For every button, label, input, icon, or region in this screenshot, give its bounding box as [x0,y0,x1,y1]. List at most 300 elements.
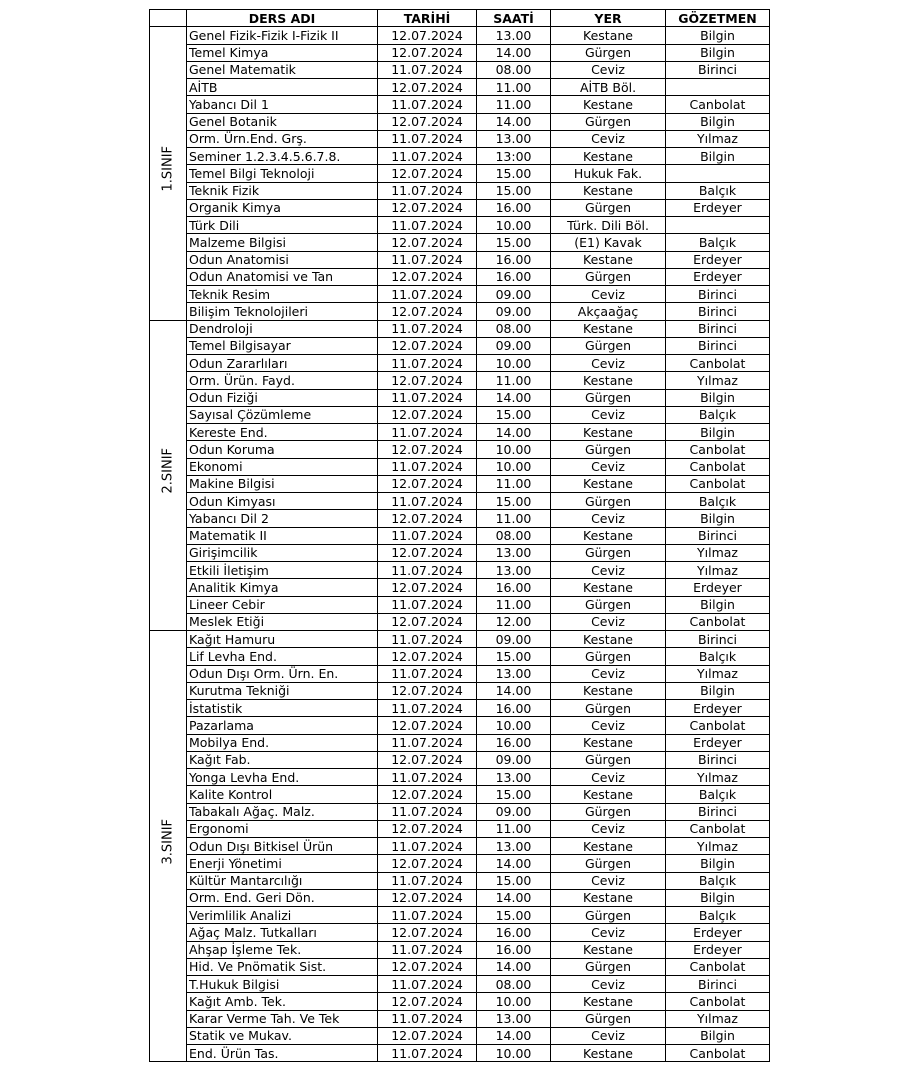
supervisor-cell: Birinci [666,631,770,648]
course-name-cell: Ergonomi [187,820,378,837]
time-cell: 09.00 [477,751,551,768]
place-cell: Kestane [551,320,666,337]
date-cell: 11.07.2024 [378,596,477,613]
date-cell: 12.07.2024 [378,475,477,492]
course-name-cell: Analitik Kimya [187,579,378,596]
supervisor-cell: Birinci [666,803,770,820]
table-row [150,631,770,648]
table-row [150,1045,770,1062]
table-row [150,579,770,596]
time-cell: 15.00 [477,406,551,423]
place-cell: Kestane [551,993,666,1010]
supervisor-cell: Bilgin [666,113,770,130]
place-cell: Kestane [551,372,666,389]
table-row [150,27,770,44]
table-row [150,700,770,717]
date-cell: 11.07.2024 [378,320,477,337]
course-name-cell: Genel Matematik [187,61,378,78]
table-row [150,1027,770,1044]
course-name-cell: Kültür Mantarcılığı [187,872,378,889]
course-name-cell: T.Hukuk Bilgisi [187,976,378,993]
table-row [150,130,770,147]
time-cell: 11.00 [477,79,551,96]
class-group-cell [150,27,187,320]
date-cell: 12.07.2024 [378,372,477,389]
place-cell: Gürgen [551,648,666,665]
table-row [150,389,770,406]
time-cell: 10.00 [477,441,551,458]
course-name-cell: Hid. Ve Pnömatik Sist. [187,958,378,975]
supervisor-cell: Yılmaz [666,769,770,786]
date-cell: 11.07.2024 [378,976,477,993]
supervisor-cell: Yılmaz [666,562,770,579]
table-row [150,355,770,372]
place-cell: Kestane [551,251,666,268]
course-name-cell: Odun Anatomisi [187,251,378,268]
course-name-cell: Yabancı Dil 1 [187,96,378,113]
table-row [150,458,770,475]
table-row [150,544,770,561]
table-row [150,61,770,78]
time-cell: 10.00 [477,717,551,734]
schedule-body [150,27,770,1062]
course-name-cell: Sayısal Çözümleme [187,406,378,423]
course-name-cell: Lineer Cebir [187,596,378,613]
time-cell: 16.00 [477,579,551,596]
date-cell: 11.07.2024 [378,907,477,924]
table-row [150,217,770,234]
place-cell: Kestane [551,941,666,958]
time-cell: 10.00 [477,217,551,234]
place-cell: Gürgen [551,907,666,924]
supervisor-cell: Canbolat [666,355,770,372]
date-cell: 12.07.2024 [378,199,477,216]
date-cell: 12.07.2024 [378,79,477,96]
table-row [150,993,770,1010]
time-cell: 11.00 [477,596,551,613]
supervisor-cell: Canbolat [666,475,770,492]
place-cell: Kestane [551,631,666,648]
place-cell: Kestane [551,27,666,44]
date-cell: 12.07.2024 [378,27,477,44]
time-cell: 09.00 [477,337,551,354]
supervisor-cell: Bilgin [666,682,770,699]
time-cell: 15.00 [477,165,551,182]
time-cell: 11.00 [477,820,551,837]
date-cell: 12.07.2024 [378,820,477,837]
date-cell: 12.07.2024 [378,165,477,182]
supervisor-cell: Canbolat [666,820,770,837]
time-cell: 11.00 [477,96,551,113]
course-name-cell: Ağaç Malz. Tutkalları [187,924,378,941]
supervisor-cell: Canbolat [666,96,770,113]
date-cell: 12.07.2024 [378,268,477,285]
course-name-cell: Odun Anatomisi ve Tan [187,268,378,285]
date-cell: 12.07.2024 [378,786,477,803]
table-row [150,337,770,354]
table-row [150,665,770,682]
date-cell: 11.07.2024 [378,1045,477,1062]
time-cell: 11.00 [477,510,551,527]
course-name-cell: Seminer 1.2.3.4.5.6.7.8. [187,148,378,165]
date-cell: 11.07.2024 [378,1010,477,1027]
table-row [150,907,770,924]
table-row [150,820,770,837]
place-cell: Gürgen [551,855,666,872]
course-name-cell: Kağıt Amb. Tek. [187,993,378,1010]
date-cell: 11.07.2024 [378,631,477,648]
date-cell: 12.07.2024 [378,406,477,423]
table-row [150,855,770,872]
supervisor-cell: Canbolat [666,958,770,975]
course-name-cell: Genel Fizik-Fizik I-Fizik II [187,27,378,44]
course-name-cell: Orm. End. Geri Dön. [187,889,378,906]
course-name-cell: Tabakalı Ağaç. Malz. [187,803,378,820]
table-row [150,924,770,941]
time-cell: 10.00 [477,355,551,372]
course-name-cell: Temel Bilgi Teknoloji [187,165,378,182]
time-cell: 13.00 [477,544,551,561]
table-row [150,751,770,768]
date-cell: 11.07.2024 [378,838,477,855]
time-cell: 13.00 [477,27,551,44]
place-cell: Ceviz [551,510,666,527]
date-cell: 12.07.2024 [378,889,477,906]
time-cell: 14.00 [477,889,551,906]
header-place: YER [551,10,666,27]
course-name-cell: İstatistik [187,700,378,717]
supervisor-cell: Canbolat [666,613,770,630]
course-name-cell: Odun Koruma [187,441,378,458]
date-cell: 12.07.2024 [378,648,477,665]
place-cell: Gürgen [551,441,666,458]
supervisor-cell: Birinci [666,286,770,303]
place-cell: Ceviz [551,769,666,786]
course-name-cell: Ahşap İşleme Tek. [187,941,378,958]
time-cell: 09.00 [477,286,551,303]
place-cell: Kestane [551,786,666,803]
date-cell: 12.07.2024 [378,337,477,354]
course-name-cell: Odun Kimyası [187,493,378,510]
date-cell: 12.07.2024 [378,1027,477,1044]
course-name-cell: Meslek Etiği [187,613,378,630]
table-row [150,941,770,958]
date-cell: 12.07.2024 [378,234,477,251]
date-cell: 11.07.2024 [378,527,477,544]
date-cell: 11.07.2024 [378,493,477,510]
supervisor-cell: Birinci [666,976,770,993]
supervisor-cell: Erdeyer [666,579,770,596]
time-cell: 15.00 [477,648,551,665]
date-cell: 12.07.2024 [378,993,477,1010]
time-cell: 14.00 [477,855,551,872]
date-cell: 12.07.2024 [378,717,477,734]
place-cell: Ceviz [551,820,666,837]
supervisor-cell: Balçık [666,786,770,803]
course-name-cell: Lif Levha End. [187,648,378,665]
time-cell: 10.00 [477,458,551,475]
place-cell: Ceviz [551,61,666,78]
table-row [150,475,770,492]
date-cell: 11.07.2024 [378,769,477,786]
course-name-cell: Odun Dışı Bitkisel Ürün [187,838,378,855]
date-cell: 11.07.2024 [378,734,477,751]
table-row [150,958,770,975]
table-row [150,79,770,96]
place-cell: Gürgen [551,1010,666,1027]
course-name-cell: Malzeme Bilgisi [187,234,378,251]
date-cell: 11.07.2024 [378,562,477,579]
place-cell: Ceviz [551,924,666,941]
supervisor-cell: Erdeyer [666,700,770,717]
place-cell: Kestane [551,889,666,906]
supervisor-cell: Bilgin [666,510,770,527]
time-cell: 10.00 [477,1045,551,1062]
table-row [150,976,770,993]
supervisor-cell: Bilgin [666,27,770,44]
course-name-cell: Kurutma Tekniği [187,682,378,699]
place-cell: Ceviz [551,286,666,303]
class-group-cell [150,320,187,631]
table-row [150,268,770,285]
time-cell: 14.00 [477,682,551,699]
course-name-cell: Teknik Resim [187,286,378,303]
table-row [150,286,770,303]
place-cell: Gürgen [551,958,666,975]
time-cell: 13.00 [477,562,551,579]
place-cell: Kestane [551,838,666,855]
supervisor-cell: Balçık [666,406,770,423]
place-cell: Kestane [551,1045,666,1062]
place-cell: Türk. Dili Böl. [551,217,666,234]
date-cell: 11.07.2024 [378,665,477,682]
supervisor-cell: Birinci [666,303,770,320]
table-row [150,182,770,199]
supervisor-cell: Bilgin [666,596,770,613]
time-cell: 14.00 [477,1027,551,1044]
table-row [150,803,770,820]
place-cell: (E1) Kavak [551,234,666,251]
supervisor-cell: Birinci [666,751,770,768]
table-row [150,165,770,182]
date-cell: 11.07.2024 [378,355,477,372]
date-cell: 12.07.2024 [378,441,477,458]
time-cell: 09.00 [477,303,551,320]
date-cell: 11.07.2024 [378,148,477,165]
header-row [150,10,770,27]
course-name-cell: Türk Dili [187,217,378,234]
place-cell: Ceviz [551,665,666,682]
course-name-cell: Mobilya End. [187,734,378,751]
supervisor-cell: Balçık [666,493,770,510]
date-cell: 11.07.2024 [378,424,477,441]
course-name-cell: Karar Verme Tah. Ve Tek [187,1010,378,1027]
time-cell: 11.00 [477,475,551,492]
supervisor-cell: Yılmaz [666,372,770,389]
time-cell: 14.00 [477,113,551,130]
place-cell: Kestane [551,96,666,113]
date-cell: 12.07.2024 [378,544,477,561]
place-cell: Ceviz [551,1027,666,1044]
table-row [150,734,770,751]
time-cell: 16.00 [477,199,551,216]
time-cell: 13:00 [477,148,551,165]
table-row [150,717,770,734]
date-cell: 12.07.2024 [378,682,477,699]
date-cell: 11.07.2024 [378,941,477,958]
header-course-name: DERS ADI [187,10,378,27]
supervisor-cell: Yılmaz [666,544,770,561]
course-name-cell: Statik ve Mukav. [187,1027,378,1044]
class-group-label: 3.SINIF [160,818,176,865]
date-cell: 11.07.2024 [378,803,477,820]
table-row [150,96,770,113]
supervisor-cell: Balçık [666,648,770,665]
date-cell: 11.07.2024 [378,61,477,78]
supervisor-cell [666,79,770,96]
supervisor-cell: Bilgin [666,424,770,441]
place-cell: Ceviz [551,130,666,147]
place-cell: Gürgen [551,751,666,768]
time-cell: 13.00 [477,838,551,855]
course-name-cell: Kağıt Hamuru [187,631,378,648]
place-cell: Ceviz [551,406,666,423]
supervisor-cell: Bilgin [666,44,770,61]
time-cell: 15.00 [477,786,551,803]
place-cell: Ceviz [551,613,666,630]
time-cell: 12.00 [477,613,551,630]
time-cell: 16.00 [477,700,551,717]
course-name-cell: Verimlilik Analizi [187,907,378,924]
table-row [150,769,770,786]
course-name-cell: Odun Fiziği [187,389,378,406]
place-cell: Gürgen [551,700,666,717]
supervisor-cell: Canbolat [666,717,770,734]
time-cell: 10.00 [477,993,551,1010]
time-cell: 14.00 [477,958,551,975]
time-cell: 13.00 [477,769,551,786]
supervisor-cell: Canbolat [666,1045,770,1062]
course-name-cell: Teknik Fizik [187,182,378,199]
supervisor-cell: Erdeyer [666,941,770,958]
date-cell: 11.07.2024 [378,286,477,303]
course-name-cell: Etkili İletişim [187,562,378,579]
supervisor-cell: Birinci [666,527,770,544]
date-cell: 11.07.2024 [378,182,477,199]
date-cell: 11.07.2024 [378,96,477,113]
supervisor-cell: Bilgin [666,855,770,872]
table-row [150,838,770,855]
date-cell: 12.07.2024 [378,510,477,527]
supervisor-cell: Bilgin [666,389,770,406]
exam-schedule-table [149,9,770,1062]
class-group-label: 2.SINIF [160,447,176,494]
table-row [150,113,770,130]
time-cell: 15.00 [477,907,551,924]
place-cell: Gürgen [551,268,666,285]
course-name-cell: Organik Kimya [187,199,378,216]
table-row [150,493,770,510]
table-row [150,510,770,527]
place-cell: Gürgen [551,113,666,130]
place-cell: Kestane [551,424,666,441]
date-cell: 11.07.2024 [378,458,477,475]
place-cell: Gürgen [551,199,666,216]
date-cell: 12.07.2024 [378,303,477,320]
time-cell: 08.00 [477,61,551,78]
place-cell: Kestane [551,148,666,165]
supervisor-cell: Erdeyer [666,251,770,268]
supervisor-cell: Yılmaz [666,1010,770,1027]
time-cell: 14.00 [477,44,551,61]
supervisor-cell: Canbolat [666,458,770,475]
course-name-cell: Matematik II [187,527,378,544]
time-cell: 16.00 [477,251,551,268]
time-cell: 08.00 [477,527,551,544]
table-row [150,872,770,889]
place-cell: Ceviz [551,976,666,993]
table-row [150,786,770,803]
place-cell: Kestane [551,579,666,596]
date-cell: 12.07.2024 [378,855,477,872]
course-name-cell: Odun Dışı Orm. Ürn. En. [187,665,378,682]
place-cell: Kestane [551,734,666,751]
table-row [150,613,770,630]
supervisor-cell: Yılmaz [666,838,770,855]
time-cell: 13.00 [477,1010,551,1027]
date-cell: 12.07.2024 [378,579,477,596]
place-cell: Ceviz [551,872,666,889]
course-name-cell: Enerji Yönetimi [187,855,378,872]
table-row [150,596,770,613]
place-cell: Gürgen [551,493,666,510]
course-name-cell: Genel Botanik [187,113,378,130]
supervisor-cell: Canbolat [666,441,770,458]
time-cell: 13.00 [477,130,551,147]
course-name-cell: End. Ürün Tas. [187,1045,378,1062]
supervisor-cell: Erdeyer [666,268,770,285]
course-name-cell: Bilişim Teknolojileri [187,303,378,320]
header-blank-cell [150,10,187,27]
time-cell: 15.00 [477,234,551,251]
supervisor-cell [666,165,770,182]
class-group-cell [150,631,187,1062]
date-cell: 12.07.2024 [378,113,477,130]
date-cell: 11.07.2024 [378,389,477,406]
course-name-cell: Kağıt Fab. [187,751,378,768]
supervisor-cell: Balçık [666,234,770,251]
time-cell: 09.00 [477,803,551,820]
supervisor-cell: Birinci [666,320,770,337]
table-row [150,303,770,320]
time-cell: 15.00 [477,182,551,199]
date-cell: 11.07.2024 [378,700,477,717]
time-cell: 08.00 [477,320,551,337]
place-cell: Ceviz [551,717,666,734]
table-row [150,1010,770,1027]
course-name-cell: Girişimcilik [187,544,378,561]
supervisor-cell: Balçık [666,182,770,199]
course-name-cell: Kereste End. [187,424,378,441]
date-cell: 12.07.2024 [378,958,477,975]
supervisor-cell: Canbolat [666,993,770,1010]
time-cell: 16.00 [477,924,551,941]
place-cell: Gürgen [551,44,666,61]
course-name-cell: Kalite Kontrol [187,786,378,803]
time-cell: 15.00 [477,493,551,510]
table-row [150,648,770,665]
time-cell: 16.00 [477,268,551,285]
